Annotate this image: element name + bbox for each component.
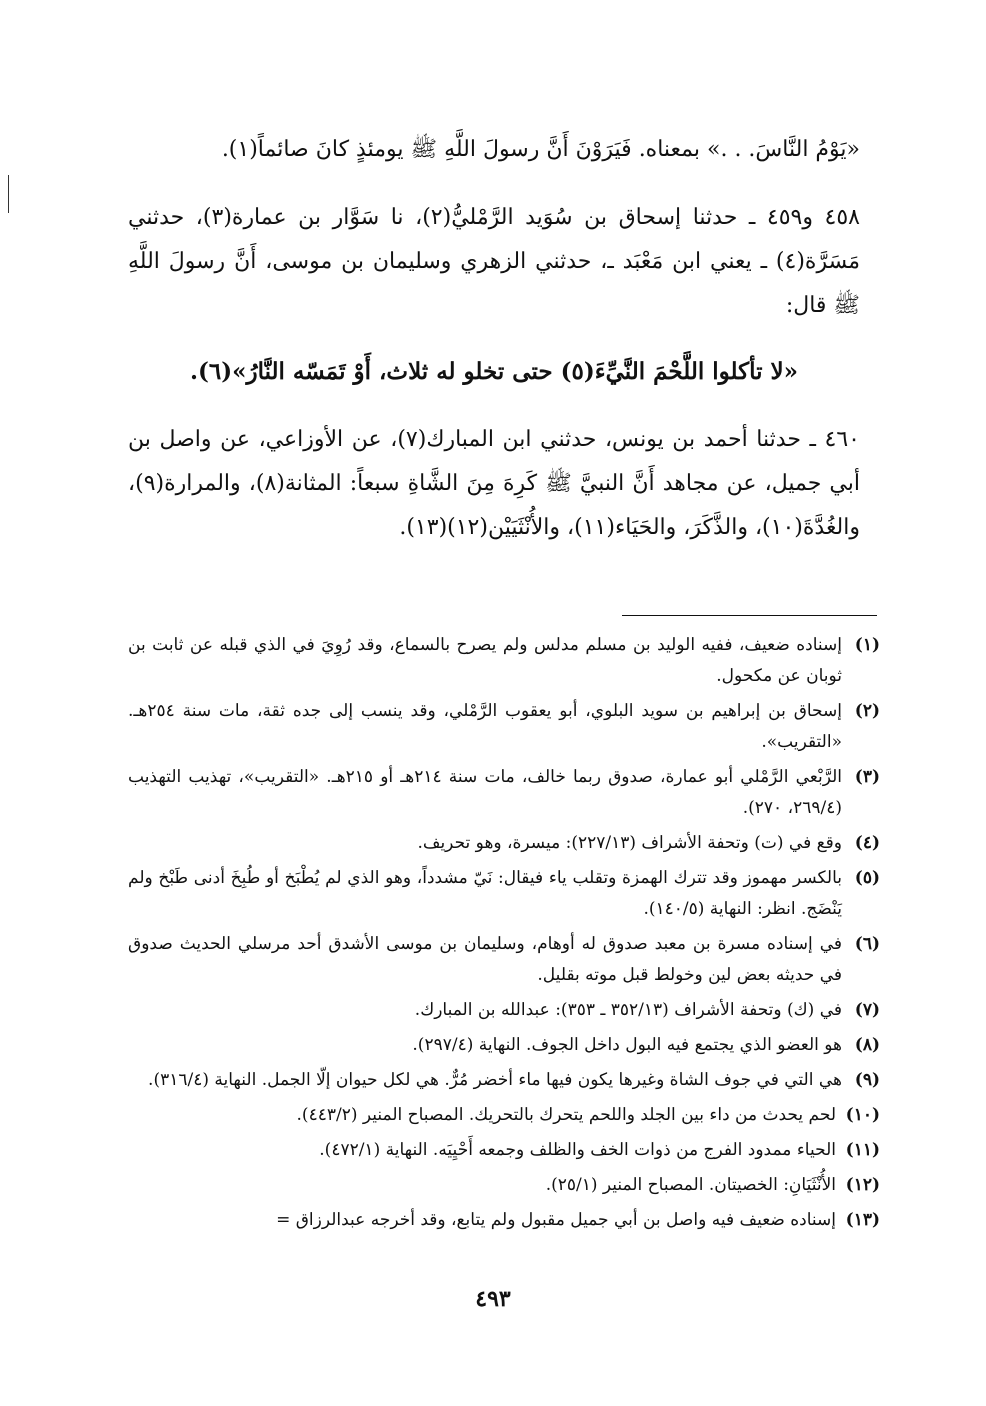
footnote bbox=[128, 863, 880, 925]
paragraph-continuation: «يَوْمُ النَّاسَ. . .» بمعناه. فَيَرَوْنَ أَنَّ رسولَ اللَّهِ ﷺ يومئذٍ كانَ صائماً(١). bbox=[221, 137, 860, 162]
footnote-text: بالكسر مهموز وقد تترك الهمزة وتقلب ياء فيقال: نَيّ مشدداً، وهو الذي لم يُطْبَخ أو طُبِخَ أدنى طَبْخ ولم يَنْضَج. انظر: النهاية (١٤٠/٥). bbox=[128, 868, 842, 919]
footnote bbox=[128, 828, 880, 859]
footnote-number: (٤) bbox=[854, 833, 880, 853]
footnote-number: (١٢) bbox=[845, 1175, 880, 1195]
footnote-number: (٦) bbox=[854, 934, 880, 954]
footnote-text: الأُنْثَيَانِ: الخصيتان. المصباح المنير (٢٥/١). bbox=[545, 1175, 836, 1195]
hadith-458-459-chain: ٤٥٨ و٤٥٩ ـ حدثنا إسحاق بن سُوَيد الرَّمْليُّ(٢)، نا سَوَّار بن عمارة(٣)، حدثني مَسَرَّة(٤) ـ يعني ابن مَعْبَد ـ، حدثني الزهري وسليمان بن موسى، أَنَّ رسولَ اللَّهِ ﷺ قال: bbox=[128, 205, 860, 318]
footnote-text: في إسناده مسرة بن معبد صدوق له أوهام، وسليمان بن موسى الأشدق أحد مرسلي الحديث صدوق في حديثه بعض لين وخولط قبل موته بقليل. bbox=[128, 934, 842, 985]
footnote-number: (١٣) bbox=[845, 1210, 880, 1230]
footnote-text: إسناده ضعيف فيه واصل بن أبي جميل مقبول ولم يتابع، وقد أخرجه عبدالرزاق = bbox=[276, 1210, 836, 1230]
footnote-number: (١١) bbox=[845, 1140, 880, 1160]
footnote-number: (٥) bbox=[854, 868, 880, 888]
margin-mark bbox=[8, 175, 9, 213]
footnote-number: (٣) bbox=[854, 767, 880, 787]
footnote bbox=[128, 1030, 880, 1061]
footnote bbox=[128, 1135, 880, 1166]
footnote-text: وقع في (ت) وتحفة الأشراف (٢٢٧/١٣): ميسرة، وهو تحريف. bbox=[417, 833, 842, 853]
footnote bbox=[128, 1100, 880, 1131]
footnote-divider bbox=[622, 615, 877, 616]
page-number: ٤٩٣ bbox=[475, 1286, 511, 1312]
footnotes bbox=[128, 630, 880, 1240]
footnote bbox=[128, 696, 880, 758]
footnote-text: إسناده ضعيف، ففيه الوليد بن مسلم مدلس ولم يصرح بالسماع، وقد رُوِيَ في الذي قبله عن ثابت بن ثوبان عن مكحول. bbox=[128, 635, 842, 686]
footnote-number: (٢) bbox=[854, 701, 880, 721]
footnote-number: (٩) bbox=[854, 1070, 880, 1090]
main-text bbox=[128, 128, 860, 550]
footnote bbox=[128, 995, 880, 1026]
footnote-number: (١٠) bbox=[845, 1105, 880, 1125]
hadith-460: ٤٦٠ ـ حدثنا أحمد بن يونس، حدثني ابن المبارك(٧)، عن الأوزاعي، عن واصل بن أبي جميل، عن مجاهد أَنَّ النبيَّ ﷺ كَرِهَ مِنَ الشَّاةِ سبعاً: المثانة(٨)، والمرارة(٩)، والغُدَّةَ(١٠)، والذَّكَرَ، والحَيَاء(١١)، والأُنْثَيَيْن(١٢)(١٣). bbox=[128, 427, 860, 540]
footnote-text: الحياء ممدود الفرج من ذوات الخف والظلف وجمعه أَحْيِيَه. النهاية (٤٧٢/١). bbox=[319, 1140, 836, 1160]
footnote bbox=[128, 630, 880, 692]
footnote bbox=[128, 1065, 880, 1096]
footnote-text: الرَّبْعي الرَّمْلي أبو عمارة، صدوق ربما خالف، مات سنة ٢١٤هـ أو ٢١٥هـ. «التقريب»، تهذيب التهذيب (٢٦٩/٤، ٢٧٠). bbox=[128, 767, 842, 818]
footnote bbox=[128, 1170, 880, 1201]
footnote-number: (٧) bbox=[854, 1000, 880, 1020]
footnote-text: لحم يحدث من داء بين الجلد واللحم يتحرك بالتحريك. المصباح المنير (٤٤٣/٢). bbox=[296, 1105, 836, 1125]
footnote-text: في (ك) وتحفة الأشراف (٣٥٢/١٣ ـ ٣٥٣): عبدالله بن المبارك. bbox=[414, 1000, 842, 1020]
hadith-458-459-text: «لا تأكلوا اللَّحْمَ النَّيِّءَ(٥) حتى تخلو له ثلاث، أَوْ تَمَسّه النَّارُ»(٦). bbox=[189, 358, 799, 385]
footnote-number: (١) bbox=[854, 635, 880, 655]
footnote bbox=[128, 929, 880, 991]
footnote bbox=[128, 762, 880, 824]
footnote-text: هو العضو الذي يجتمع فيه البول داخل الجوف. النهاية (٢٩٧/٤). bbox=[412, 1035, 842, 1055]
footnote-text: إسحاق بن إبراهيم بن سويد البلوي، أبو يعقوب الرَّمْلي، وقد ينسب إلى جده ثقة، مات سنة ٢٥٤هـ. «التقريب». bbox=[128, 701, 842, 752]
footnote bbox=[128, 1205, 880, 1236]
footnote-text: هي التي في جوف الشاة وغيرها يكون فيها ماء أخضر مُرٌّ. هي لكل حيوان إلّا الجمل. النهاية (٣١٦/٤). bbox=[148, 1070, 842, 1090]
footnote-number: (٨) bbox=[854, 1035, 880, 1055]
